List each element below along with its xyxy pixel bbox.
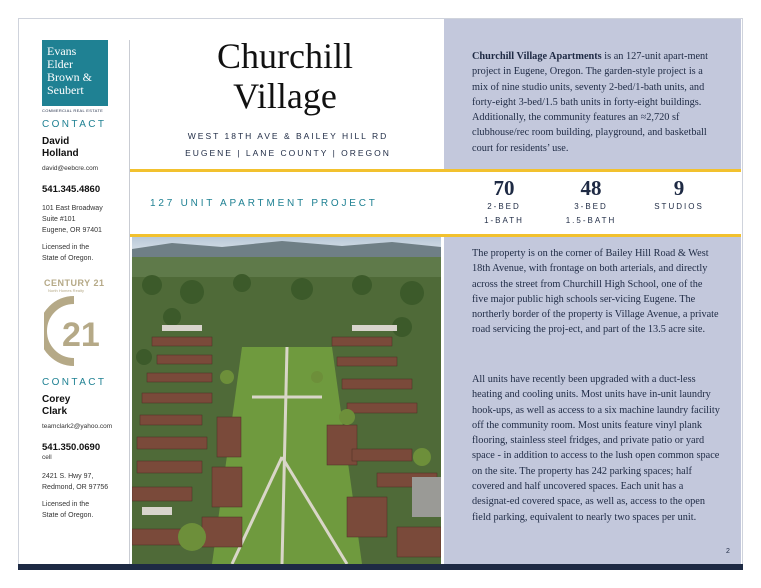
sidebar-divider: [129, 40, 130, 565]
title-line: Churchill: [217, 36, 353, 76]
aerial-photo: [132, 237, 441, 564]
stat-label: 3-BED: [574, 202, 608, 211]
stat-studios: [634, 176, 724, 214]
agent-phone[interactable]: 541.345.4860: [42, 184, 101, 195]
agent-address: [42, 471, 128, 493]
stat-label: 1.5-BATH: [565, 216, 617, 225]
address-line: 2421 S. Hwy 97,: [42, 473, 94, 480]
stat-3bed: [546, 176, 636, 228]
century21-sub: North Homes Realty: [48, 288, 85, 293]
logo-subtitle: COMMERCIAL REAL ESTATE: [42, 108, 104, 113]
century21-mark: 21: [62, 316, 100, 354]
phone-type: cell: [42, 454, 52, 461]
title-line: Village: [233, 76, 337, 116]
license-line: State of Oregon.: [42, 255, 94, 262]
agent-last-name: Holland: [42, 148, 79, 159]
stat-2bed: [459, 176, 549, 228]
address-line: Eugene, OR 97401: [42, 227, 102, 234]
stat-label: 2-BED: [487, 202, 521, 211]
agent-email[interactable]: teamclark2@yahoo.com: [42, 423, 113, 430]
agent-name: [42, 136, 128, 160]
intro-paragraph: [472, 49, 720, 156]
street-address: WEST 18TH AVE & BAILEY HILL RD: [187, 131, 389, 141]
contact-heading: CONTACT: [42, 377, 107, 388]
century21-brand: CENTURY 21: [44, 278, 105, 288]
logo-line: Brown &: [47, 70, 92, 84]
footer-bar: [18, 564, 743, 570]
stat-label: 1-BATH: [484, 216, 524, 225]
city-line: EUGENE | LANE COUNTY | OREGON: [185, 148, 391, 158]
stat-number: 70: [493, 176, 515, 200]
license-line: Licensed in the: [42, 501, 90, 508]
agent-first-name: Corey: [42, 394, 71, 405]
license-line: State of Oregon.: [42, 512, 94, 519]
page-number: 2: [726, 548, 730, 555]
agent-name: [42, 394, 128, 418]
page-title: [160, 36, 410, 116]
agent-phone[interactable]: 541.350.0690: [42, 442, 101, 453]
license-note: [42, 499, 128, 521]
sidebar: [30, 40, 128, 521]
brokerage-logo[interactable]: [42, 40, 108, 106]
intro-text: is an 127-unit apart-ment project in Eugene, Oregon. The garden-style project is a mix of nine studio units, seventy 2-bed/1-bath units, and forty-eight 3-bed/1.5 bath units in forty-eight buildings. Additionally, the community features an ≈2,720 sf clubhouse/rec room building, playground, and basketball court for residents’ use.: [472, 51, 709, 154]
contact-heading: CONTACT: [42, 119, 107, 130]
stat-number: 48: [580, 176, 602, 200]
logo-line: Seubert: [47, 83, 84, 97]
stat-label: STUDIOS: [654, 202, 704, 211]
property-name: Churchill Village Apartments: [472, 51, 602, 62]
upgrades-paragraph: All units have recently been upgraded with a duct-less heating and cooling units. Most units have in-unit laundry hook-ups, as well as access to a six machine laundry facility off the community room. Most units feature vinyl plank flooring, stainless steel fridges, and private patio or yard space - in addition to access to the lush open common space on the site. The property has 242 parking spaces; half covered and half uncovered spaces. Each unit has a designat-ed covered space, as well as, access to the open field parking, equivalent to nearly two spaces per unit.: [472, 374, 720, 523]
agent-last-name: Clark: [42, 406, 68, 417]
license-note: [42, 242, 128, 264]
project-label: 127 UNIT APARTMENT PROJECT: [150, 198, 378, 209]
address-line: Suite #101: [42, 216, 76, 223]
location-paragraph: The property is on the corner of Bailey Hill Road & West 18th Avenue, with frontage on both arterials, and directly across the street from Churchill High School, one of the five major public high schools ser-vicing Eugene. The northerly border of the property is Village Avenue, a private road servicing the proj-ect, and part of the 13.5 acre site.: [472, 248, 719, 336]
agent-email[interactable]: david@eebcre.com: [42, 165, 99, 172]
license-line: Licensed in the: [42, 244, 90, 251]
logo-line: Elder: [47, 57, 73, 71]
address-line: 101 East Broadway: [42, 205, 103, 212]
agent-first-name: David: [42, 136, 70, 147]
logo-line: Evans: [47, 44, 77, 58]
stat-number: 9: [673, 176, 685, 200]
agent-address: [42, 203, 128, 236]
century21-logo[interactable]: [44, 296, 128, 371]
address-line: Redmond, OR 97756: [42, 484, 109, 491]
